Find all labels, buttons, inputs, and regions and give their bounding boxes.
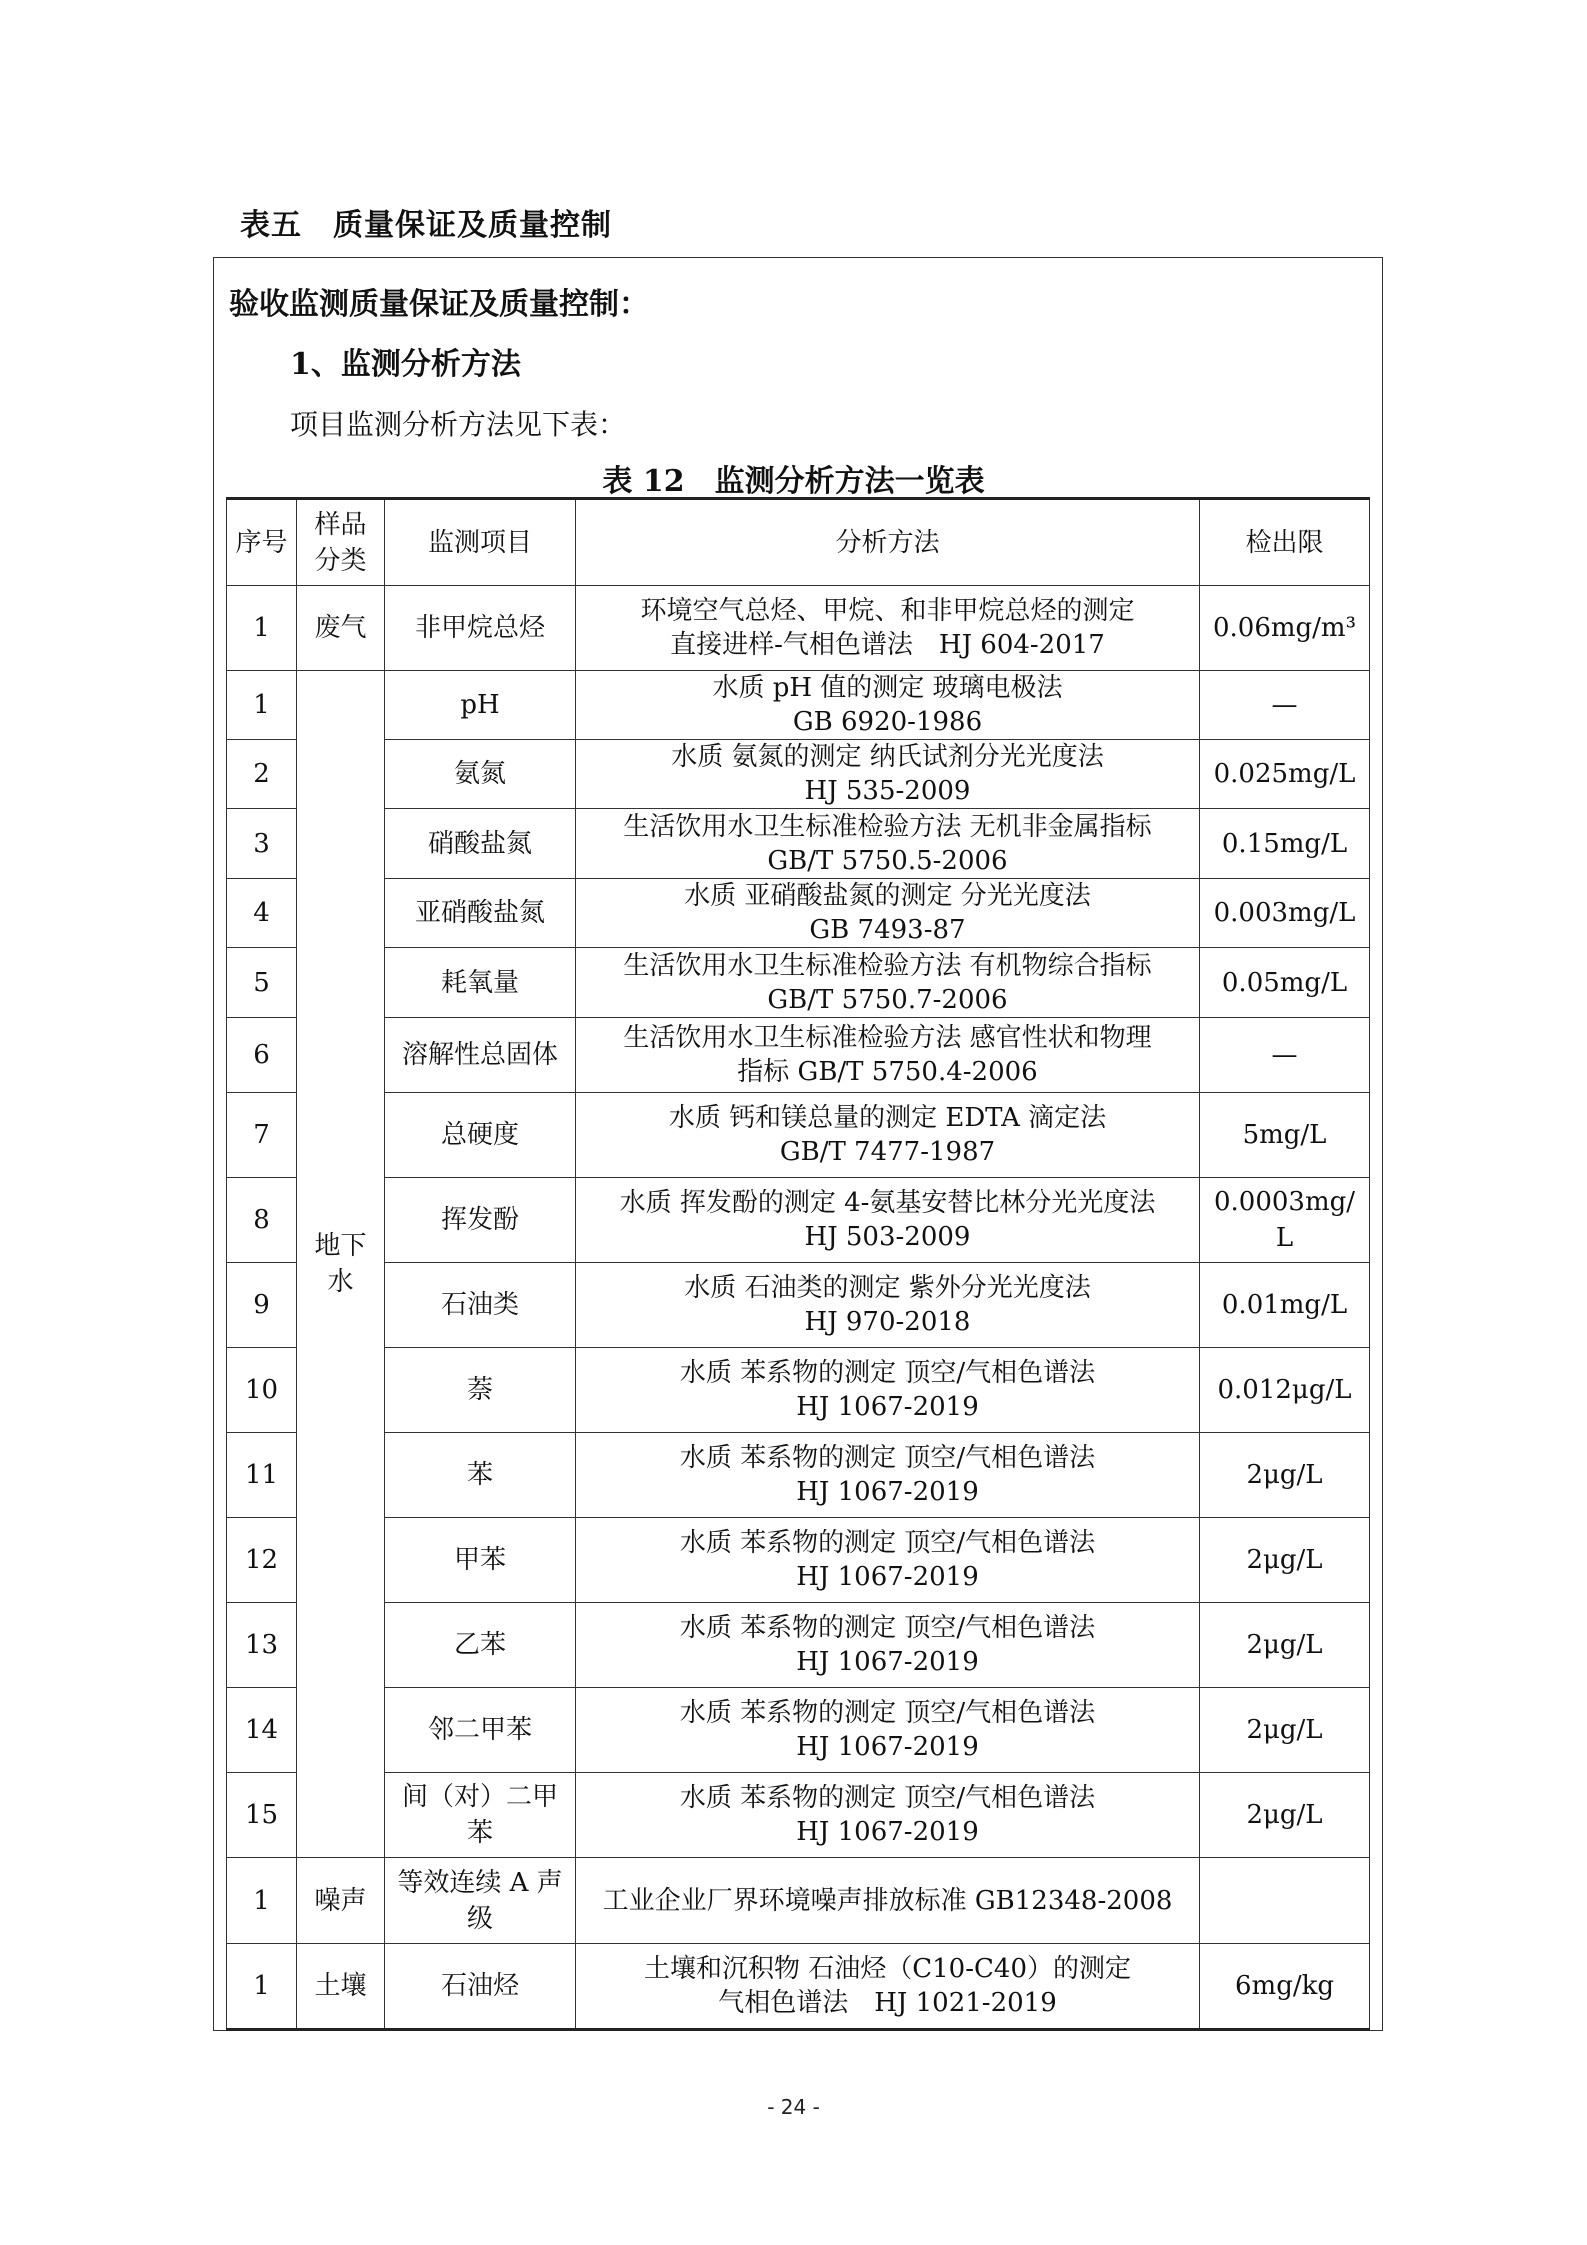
cell-item: 石油类: [385, 1263, 576, 1348]
table-row: [227, 879, 1370, 948]
cell-limit: 5mg/L: [1200, 1093, 1370, 1178]
method-line: HJ 535-2009: [804, 776, 971, 806]
method-line: HJ 1067-2019: [796, 1392, 979, 1422]
method-line: GB/T 7477-1987: [779, 1137, 996, 1167]
method-line: 生活饮用水卫生标准检验方法 有机物综合指标: [623, 950, 1152, 981]
cell-limit: 0.0003mg/L: [1200, 1178, 1370, 1263]
cell-item: 亚硝酸盐氮: [385, 879, 576, 948]
cell-item: 苯: [385, 1433, 576, 1518]
method-line: 生活饮用水卫生标准检验方法 感官性状和物理: [623, 1023, 1152, 1053]
cell-limit: 0.003mg/L: [1200, 879, 1370, 948]
cell-item: 氨氮: [385, 740, 576, 809]
method-line: HJ 1067-2019: [796, 1647, 979, 1677]
method-line: GB/T 5750.5-2006: [767, 845, 1008, 876]
method-line: 水质 亚硝酸盐氮的测定 分光光度法: [684, 881, 1091, 911]
cell-method: [576, 1603, 1200, 1688]
method-line: HJ 503-2009: [804, 1222, 971, 1252]
method-line: 水质 苯系物的测定 顶空/气相色谱法: [679, 1613, 1096, 1643]
cell-seq: 12: [227, 1518, 297, 1603]
cell-method: [576, 1263, 1200, 1348]
cell-seq: 15: [227, 1773, 297, 1858]
cell-method: [576, 1773, 1200, 1858]
method-line: 水质 苯系物的测定 顶空/气相色谱法: [679, 1358, 1096, 1388]
method-line: 指标 GB/T 5750.4-2006: [737, 1057, 1038, 1087]
cell-item: 间（对）二甲苯: [385, 1773, 576, 1858]
table-row: [227, 586, 1370, 671]
cell-method: [576, 1944, 1200, 2030]
cell-limit: 2μg/L: [1200, 1773, 1370, 1858]
cell-limit: 2μg/L: [1200, 1688, 1370, 1773]
cell-limit: 2μg/L: [1200, 1433, 1370, 1518]
cell-item: pH: [385, 671, 576, 740]
cell-method: [576, 1348, 1200, 1433]
header-limit: 检出限: [1200, 499, 1370, 586]
cell-method: [576, 1018, 1200, 1093]
cell-method: [576, 586, 1200, 671]
cell-method: [576, 948, 1200, 1018]
table-row: [227, 1518, 1370, 1603]
cell-seq: 11: [227, 1433, 297, 1518]
cell-item: 溶解性总固体: [385, 1018, 576, 1093]
method-line: 水质 苯系物的测定 顶空/气相色谱法: [679, 1528, 1096, 1558]
table-row: [227, 1688, 1370, 1773]
table-row: [227, 671, 1370, 740]
cell-limit: 0.01mg/L: [1200, 1263, 1370, 1348]
method-line: 工业企业厂界环境噪声排放标准 GB12348-2008: [602, 1885, 1173, 1916]
cell-limit: 2μg/L: [1200, 1518, 1370, 1603]
cell-seq: 8: [227, 1178, 297, 1263]
cell-seq: 13: [227, 1603, 297, 1688]
cell-method: [576, 671, 1200, 740]
intro-text: 项目监测分析方法见下表：: [290, 408, 627, 441]
cell-item: 耗氧量: [385, 948, 576, 1018]
cell-seq: 2: [227, 740, 297, 809]
cell-item: 乙苯: [385, 1603, 576, 1688]
page-number: - 24 -: [767, 2095, 820, 2119]
methods-table: [226, 497, 1370, 2031]
method-line: 水质 挥发酚的测定 4-氨基安替比林分光光度法: [619, 1188, 1156, 1218]
cell-seq: 6: [227, 1018, 297, 1093]
method-line: 水质 钙和镁总量的测定 EDTA 滴定法: [668, 1103, 1107, 1133]
method-line: 水质 苯系物的测定 顶空/气相色谱法: [679, 1783, 1096, 1813]
method-line: GB 7493-87: [809, 915, 966, 945]
header-item: 监测项目: [385, 499, 576, 586]
cell-seq: 7: [227, 1093, 297, 1178]
cell-limit: 0.025mg/L: [1200, 740, 1370, 809]
cell-method: [576, 1433, 1200, 1518]
cell-item: 非甲烷总烃: [385, 586, 576, 671]
cell-item: 总硬度: [385, 1093, 576, 1178]
method-line: 水质 苯系物的测定 顶空/气相色谱法: [679, 1443, 1096, 1473]
header-seq: 序号: [227, 499, 297, 586]
cell-item: 萘: [385, 1348, 576, 1433]
cell-seq: 9: [227, 1263, 297, 1348]
method-line: 水质 石油类的测定 紫外分光光度法: [684, 1273, 1091, 1303]
cell-seq: 1: [227, 1944, 297, 2030]
table-body: [227, 586, 1370, 2030]
method-line: GB/T 5750.7-2006: [767, 984, 1008, 1015]
cell-category: 废气: [297, 586, 385, 671]
cell-limit: 6mg/kg: [1200, 1944, 1370, 2030]
table-row: [227, 809, 1370, 879]
cell-seq: 1: [227, 586, 297, 671]
section-heading: 表五 质量保证及质量控制: [240, 208, 612, 243]
table-row: [227, 1944, 1370, 2030]
cell-limit: —: [1200, 671, 1370, 740]
method-line: HJ 1067-2019: [796, 1477, 979, 1507]
method-line: HJ 1067-2019: [796, 1562, 979, 1592]
cell-category: 土壤: [297, 1944, 385, 2030]
cell-method: [576, 1093, 1200, 1178]
table-row: [227, 1773, 1370, 1858]
table-row: [227, 1603, 1370, 1688]
cell-limit: 2μg/L: [1200, 1603, 1370, 1688]
table-row: [227, 1348, 1370, 1433]
cell-method: [576, 1518, 1200, 1603]
table-row: [227, 740, 1370, 809]
method-line: 气相色谱法 HJ 1021-2019: [718, 1988, 1057, 2018]
table-header-row: [227, 499, 1370, 586]
cell-method: [576, 740, 1200, 809]
cell-method: [576, 809, 1200, 879]
cell-item: 挥发酚: [385, 1178, 576, 1263]
cell-limit: 0.06mg/m³: [1200, 586, 1370, 671]
cell-seq: 10: [227, 1348, 297, 1433]
header-method: 分析方法: [576, 499, 1200, 586]
cell-method: [576, 879, 1200, 948]
cell-seq: 3: [227, 809, 297, 879]
method-line: 直接进样-气相色谱法 HJ 604-2017: [670, 630, 1105, 660]
cell-limit: [1200, 1858, 1370, 1944]
cell-seq: 1: [227, 1858, 297, 1944]
method-line: 生活饮用水卫生标准检验方法 无机非金属指标: [623, 811, 1152, 842]
intro-subtitle: 1、监测分析方法: [290, 347, 521, 382]
intro-title: 验收监测质量保证及质量控制：: [229, 287, 649, 322]
table-row: [227, 1018, 1370, 1093]
cell-item: 邻二甲苯: [385, 1688, 576, 1773]
method-line: 水质 pH 值的测定 玻璃电极法: [712, 673, 1063, 703]
cell-item: 等效连续 A 声级: [385, 1858, 576, 1944]
method-line: HJ 1067-2019: [796, 1817, 979, 1847]
cell-method: [576, 1688, 1200, 1773]
cell-seq: 14: [227, 1688, 297, 1773]
cell-item: 硝酸盐氮: [385, 809, 576, 879]
cell-item: 石油烃: [385, 1944, 576, 2030]
table-row: [227, 1858, 1370, 1944]
table-caption: 表 12 监测分析方法一览表: [602, 464, 985, 499]
cell-method: [576, 1858, 1200, 1944]
method-line: HJ 1067-2019: [796, 1732, 979, 1762]
method-line: HJ 970-2018: [804, 1307, 971, 1337]
cell-limit: 0.05mg/L: [1200, 948, 1370, 1018]
cell-limit: 0.15mg/L: [1200, 809, 1370, 879]
cell-limit: 0.012μg/L: [1200, 1348, 1370, 1433]
method-line: GB 6920-1986: [792, 707, 983, 737]
header-category: 样品分类: [297, 499, 385, 586]
cell-seq: 5: [227, 948, 297, 1018]
method-line: 土壤和沉积物 石油烃（C10-C40）的测定: [643, 1954, 1131, 1984]
table-row: [227, 1093, 1370, 1178]
table-row: [227, 1178, 1370, 1263]
table-row: [227, 1263, 1370, 1348]
method-line: 水质 苯系物的测定 顶空/气相色谱法: [679, 1698, 1096, 1728]
cell-limit: —: [1200, 1018, 1370, 1093]
cell-category: 地下水: [297, 671, 385, 1858]
method-line: 环境空气总烃、甲烷、和非甲烷总烃的测定: [640, 596, 1135, 626]
cell-category: 噪声: [297, 1858, 385, 1944]
cell-item: 甲苯: [385, 1518, 576, 1603]
cell-method: [576, 1178, 1200, 1263]
table-row: [227, 948, 1370, 1018]
cell-seq: 4: [227, 879, 297, 948]
cell-seq: 1: [227, 671, 297, 740]
table-row: [227, 1433, 1370, 1518]
method-line: 水质 氨氮的测定 纳氏试剂分光光度法: [671, 742, 1104, 772]
